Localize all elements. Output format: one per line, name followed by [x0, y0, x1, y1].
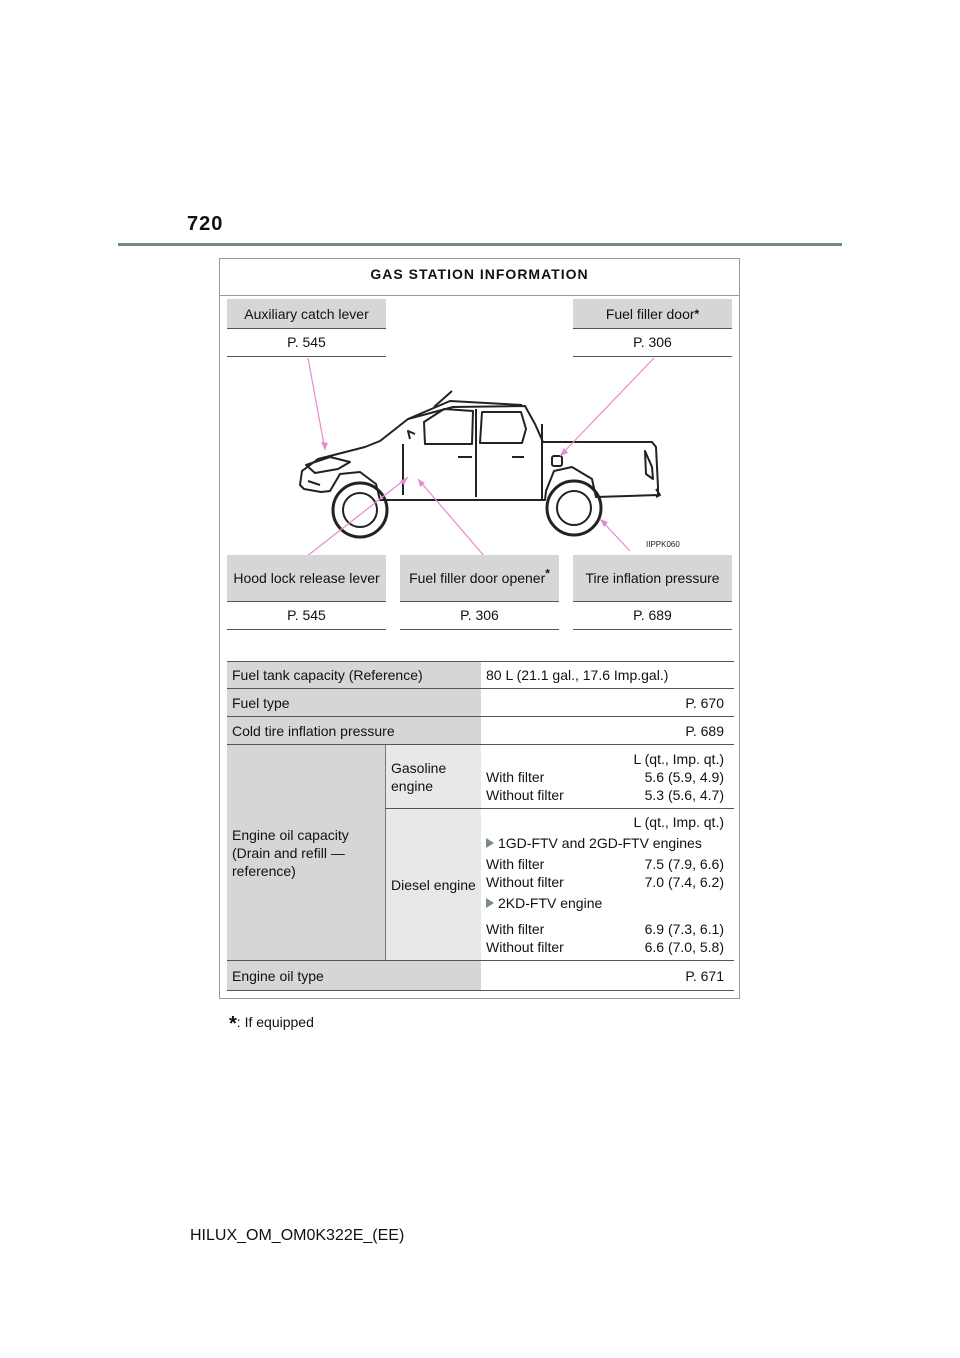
engine-group-2kd	[486, 894, 724, 912]
page-reference: P. 545	[227, 329, 386, 357]
units: L (qt., Imp. qt.)	[633, 750, 724, 767]
triangle-bullet-icon	[486, 838, 494, 848]
footnote-mark: *	[229, 1013, 237, 1035]
footnote-text: : If equipped	[236, 1014, 314, 1030]
table-row	[227, 961, 734, 991]
table-row	[227, 662, 734, 689]
diesel-engine-label: Diesel engine	[386, 809, 482, 961]
gasoline-engine-values	[481, 745, 734, 809]
page-reference: P. 306	[573, 329, 732, 357]
engine-group-1gd-2gd	[486, 834, 724, 852]
without-filter-value: 5.3 (5.6, 4.7)	[644, 786, 724, 803]
with-filter-row	[486, 768, 724, 786]
row-label: Cold tire inflation pressure	[227, 717, 481, 745]
row-label: Engine oil type	[227, 961, 481, 991]
with-filter-row	[486, 855, 724, 873]
with-filter-row	[486, 920, 724, 938]
callout-auxiliary-catch-lever	[227, 299, 386, 357]
box-title: GAS STATION INFORMATION	[220, 259, 739, 296]
without-filter-value: 7.0 (7.4, 6.2)	[644, 874, 724, 890]
spec-table	[227, 661, 734, 991]
with-filter-label: With filter	[486, 856, 545, 872]
callout-label-wrap	[400, 555, 559, 602]
footnote	[229, 1013, 314, 1036]
table-row	[227, 717, 734, 745]
engine-group-label: 2KD-FTV engine	[498, 895, 603, 911]
with-filter-value: 7.5 (7.9, 6.6)	[644, 856, 724, 872]
without-filter-row	[486, 786, 724, 804]
page-reference: P. 545	[227, 602, 386, 630]
engine-oil-capacity-label: Engine oil capacity (Drain and refill — reference)	[227, 745, 386, 961]
callout-label: Auxiliary catch lever	[227, 299, 386, 329]
row-label: Fuel type	[227, 689, 481, 717]
page-reference: P. 306	[400, 602, 559, 630]
callout-label: Tire inflation pressure	[573, 555, 732, 602]
without-filter-row	[486, 873, 724, 891]
document-code-footer: HILUX_OM_OM0K322E_(EE)	[190, 1227, 405, 1244]
with-filter-label: With filter	[486, 768, 545, 785]
callout-label-wrap: Fuel filler door *	[573, 299, 732, 329]
diesel-engine-values	[481, 809, 734, 961]
row-value: P. 689	[481, 717, 734, 745]
row-value: 80 L (21.1 gal., 17.6 Imp.gal.)	[481, 662, 734, 689]
header-rule	[118, 243, 842, 246]
callout-fuel-filler-door-opener	[400, 555, 559, 630]
without-filter-label: Without filter	[486, 874, 564, 890]
page-number: 720	[187, 213, 224, 235]
engine-group-label: 1GD-FTV and 2GD-FTV engines	[498, 835, 702, 851]
if-equipped-mark: *	[545, 566, 550, 581]
callout-label: Fuel filler door	[605, 305, 695, 322]
gasoline-engine-label: Gasoline engine	[386, 745, 482, 809]
without-filter-value: 6.6 (7.0, 5.8)	[644, 939, 724, 955]
without-filter-row	[486, 938, 724, 956]
callout-label-text: Fuel filler door opener	[409, 570, 546, 586]
units: L (qt., Imp. qt.)	[633, 814, 724, 830]
callout-label	[409, 566, 550, 586]
without-filter-label: Without filter	[486, 786, 564, 803]
triangle-bullet-icon	[486, 898, 494, 908]
with-filter-label: With filter	[486, 921, 545, 937]
callout-label: Hood lock release lever	[227, 555, 386, 602]
image-code: IIPPK060	[646, 540, 680, 549]
with-filter-value: 6.9 (7.3, 6.1)	[644, 921, 724, 937]
callout-fuel-filler-door	[573, 299, 732, 357]
row-label: Fuel tank capacity (Reference)	[227, 662, 481, 689]
page-reference: P. 689	[573, 602, 732, 630]
row-value: P. 670	[481, 689, 734, 717]
with-filter-value: 5.6 (5.9, 4.9)	[644, 768, 724, 785]
table-row	[227, 745, 734, 809]
callout-hood-lock-release-lever	[227, 555, 386, 630]
callout-tire-inflation-pressure	[573, 555, 732, 630]
without-filter-label: Without filter	[486, 939, 564, 955]
table-row	[227, 689, 734, 717]
row-value: P. 671	[481, 961, 734, 991]
